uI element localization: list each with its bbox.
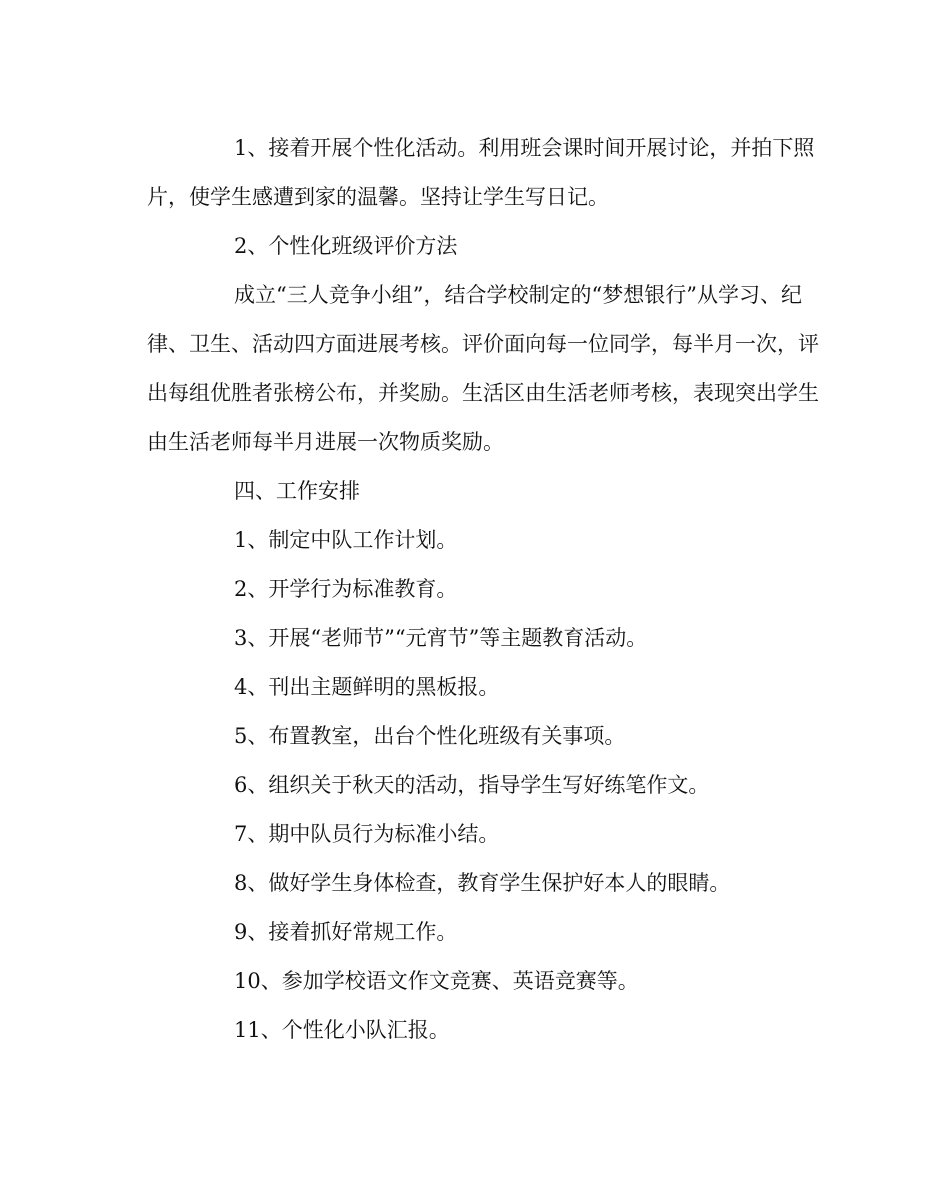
list-item: 2、开学行为标准教育。	[234, 577, 458, 601]
list-item: 1、制定中队工作计划。	[234, 528, 458, 552]
list-item: 4、刊出主题鲜明的黑板报。	[234, 675, 500, 699]
list-item: 8、做好学生身体检查，教育学生保护好本人的眼睛。	[234, 871, 731, 895]
paragraph-activity: 1、接着开展个性化活动。利用班会课时间开展讨论，并拍下照片，使学生感遭到家的温馨。坚持让学生写日记。	[147, 136, 815, 209]
list-item: 5、布置教室，出台个性化班级有关事项。	[234, 724, 626, 748]
section-heading-work-plan: 四、工作安排	[234, 479, 360, 503]
list-item: 10、参加学校语文作文竞赛、英语竞赛等。	[234, 969, 639, 993]
list-item: 7、期中队员行为标准小结。	[234, 822, 500, 846]
list-item: 6、组织关于秋天的活动，指导学生写好练笔作文。	[234, 773, 710, 797]
list-item: 11、个性化小队汇报。	[234, 1018, 450, 1042]
document-body	[147, 124, 827, 1055]
list-item: 9、接着抓好常规工作。	[234, 920, 458, 944]
paragraph-evaluation-body: 成立“三人竞争小组”，结合学校制定的“梦想银行”从学习、纪律、卫生、活动四方面进展考核。评价面向每一位同学，每半月一次，评出每组优胜者张榜公布，并奖励。生活区由生活老师考核，表现突出学生由生活老师每半月进展一次物质奖励。	[147, 283, 819, 454]
paragraph-evaluation-heading: 2、个性化班级评价方法	[234, 234, 458, 258]
list-item: 3、开展“老师节”“元宵节”等主题教育活动。	[234, 626, 648, 650]
